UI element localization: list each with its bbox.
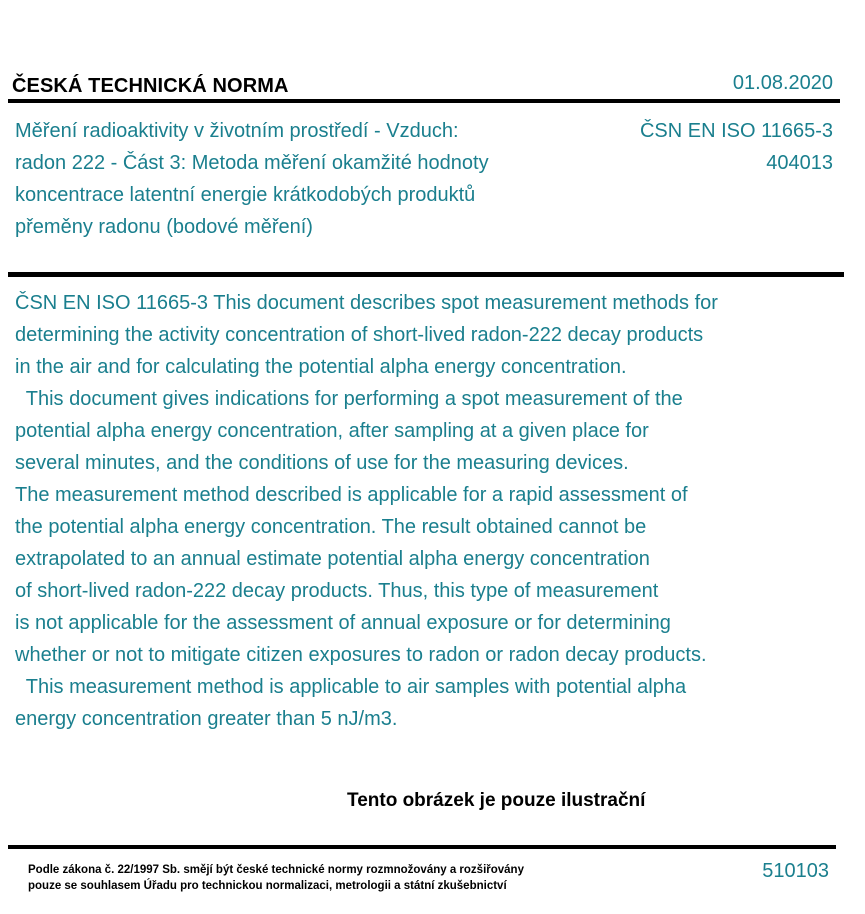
standard-code: ČSN EN ISO 11665-3 <box>639 120 833 142</box>
bottom-divider <box>8 845 836 849</box>
description-line: This measurement method is applicable to air samples with potential alpha <box>15 676 687 698</box>
standard-title-line: koncentrace latentní energie krátkodobých produktů <box>15 184 476 206</box>
document-type-heading: ČESKÁ TECHNICKÁ NORMA <box>12 75 289 97</box>
illustrative-note: Tento obrázek je pouze ilustrační <box>347 790 646 811</box>
legal-notice <box>28 862 524 894</box>
standard-title-line: Měření radioaktivity v životním prostředí - Vzduch: <box>15 120 459 142</box>
legal-notice-line: pouze se souhlasem Úřadu pro technickou normalizaci, metrologii a státní zkušebnictví <box>28 880 507 892</box>
description-line: This document gives indications for performing a spot measurement of the <box>15 388 683 410</box>
description-line: extrapolated to an annual estimate potential alpha energy concentration <box>15 548 650 570</box>
standard-identifiers <box>640 115 833 179</box>
catalog-code: 510103 <box>762 860 829 882</box>
class-number: 404013 <box>766 152 833 174</box>
description-line: of short-lived radon-222 decay products. Thus, this type of measurement <box>15 580 659 602</box>
middle-divider <box>8 272 844 277</box>
description-line: is not applicable for the assessment of annual exposure or for determining <box>15 612 671 634</box>
description-line: energy concentration greater than 5 nJ/m3. <box>15 708 398 730</box>
legal-notice-line: Podle zákona č. 22/1997 Sb. smějí být české technické normy rozmnožovány a rozšiřovány <box>28 864 524 876</box>
standard-title <box>15 115 575 243</box>
description-line: ČSN EN ISO 11665-3 This document describes spot measurement methods for <box>15 292 718 314</box>
standard-description <box>15 287 815 735</box>
issue-date: 01.08.2020 <box>732 72 833 94</box>
top-divider <box>8 99 840 103</box>
standard-title-line: radon 222 - Část 3: Metoda měření okamžité hodnoty <box>15 152 489 174</box>
description-line: The measurement method described is applicable for a rapid assessment of <box>15 484 688 506</box>
standard-title-line: přeměny radonu (bodové měření) <box>15 216 313 238</box>
description-line: determining the activity concentration of short-lived radon-222 decay products <box>15 324 704 346</box>
description-line: whether or not to mitigate citizen exposures to radon or radon decay products. <box>15 644 707 666</box>
description-line: the potential alpha energy concentration. The result obtained cannot be <box>15 516 647 538</box>
description-line: potential alpha energy concentration, after sampling at a given place for <box>15 420 649 442</box>
description-line: in the air and for calculating the potential alpha energy concentration. <box>15 356 627 378</box>
description-line: several minutes, and the conditions of use for the measuring devices. <box>15 452 629 474</box>
